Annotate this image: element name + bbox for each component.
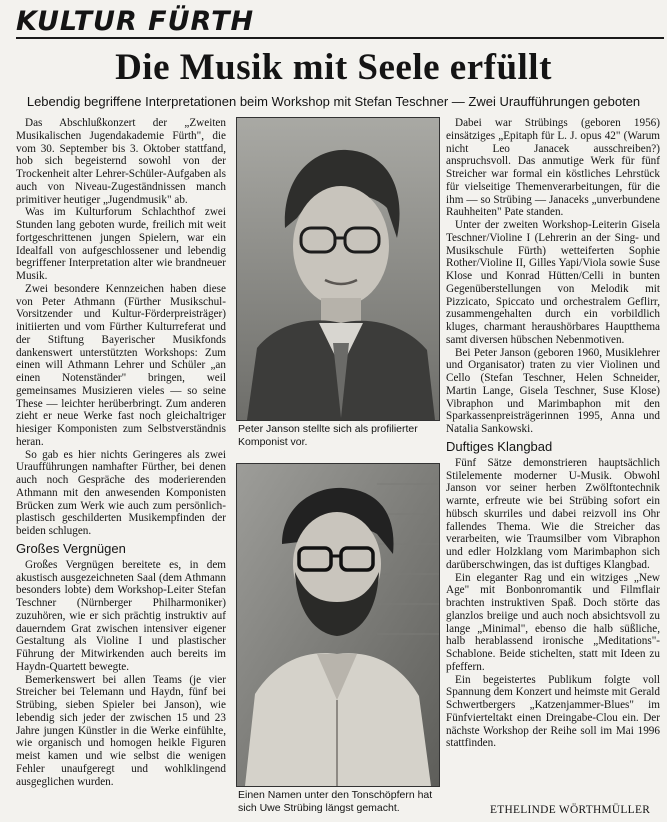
left-paragraph-6: Bemerkenswert bei allen Teams (je vier Streicher bei Telemann und Haydn, fünf bei Strübing, sieben Spieler bei Janson), wie lebendig sich jeder der zwischen 15 und 23 Jahre jungen Künstler in die Werke einfühlte, wie organisch und homogen heikle Figuren meist kamen und wie selbst die wenigen Fehler unaufgeregt und wohlklingend ausgeglichen wurden. <box>16 673 226 788</box>
caption-top: Peter Janson stellte sich als profilierter Komponist vor. <box>238 423 418 448</box>
section-rubric: KULTUR FÜRTH <box>16 6 255 37</box>
photo-uwe-struebing <box>236 463 440 787</box>
rubric-rule <box>16 37 664 39</box>
portrait-image <box>237 118 439 420</box>
right-paragraph-6: Ein begeistertes Publikum folgte voll Spannung dem Konzert und heimste mit Gerald Schwertbergers „Katzenjammer-Blues" im Fünfvierteltakt einen Dreingabe-Clou ein. Der nächste Workshop der Reihe soll im Mai 1996 stattfinden. <box>446 673 660 750</box>
right-paragraph-3: Bei Peter Janson (geboren 1960, Musiklehrer und Organisator) traten zu vier Violinen und Cello (Stefan Teschner, Helen Schneider, Martin Lange, Gisela Teschner, Suse Klose) Vibraphon und Marimbaphon mit den Sparkassenpreisträgerinnen 1995, Anna und Natalia Sankowski. <box>446 346 660 435</box>
portrait-image-2 <box>237 464 439 786</box>
photo-peter-janson <box>236 117 440 421</box>
subheadline: Lebendig begriffene Interpretationen beim Workshop mit Stefan Teschner — Zwei Uraufführungen geboten <box>26 94 641 109</box>
right-column <box>446 117 660 750</box>
headline: Die Musik mit Seele erfüllt <box>115 47 552 88</box>
right-subheading: Duftiges Klangbad <box>446 438 553 454</box>
left-paragraph-1: Das Abschlußkonzert der „Zweiten Musikalischen Jugendakademie Fürth", die vom 30. September bis 3. Oktober stattfand, hob sich begeisternd sowohl von der Trockenheit alter Lehrer-Schüler-Aufgaben als auch von Niveau-Zugeständnissen manch primitiver heutiger „Jugendmusik" ab. <box>16 117 226 206</box>
left-paragraph-5: Großes Vergnügen bereitete es, in dem akustisch ausgezeichneten Saal (dem Athmann besonders lobte) dem Workshop-Leiter Stefan Teschner (Nürnberger Philharmoniker) zuzuhören, wie er sich prächtig instruktiv auf dauerndem Grat zwischen intensiver eigener Gestaltung als Violine I und plastischer Führung der Mitwirkenden auch bereits im Haydn-Quartett bewegte. <box>16 558 226 673</box>
right-paragraph-5: Ein eleganter Rag und ein witziges „New Age" mit Bonbonromantik und Filmflair brachten instruktiven Spaß. Doch störte das glanzlos breiige und auch noch absichtsvoll zu lange „Minimal", ebenso die halb süßliche, halb herablassend ironische „Meditations"-Schablone. Beide stichelten, statt mit Ideen zu pfeffern. <box>446 571 660 673</box>
right-paragraph-1: Dabei war Strübings (geboren 1956) einsätziges „Epitaph für L. J. opus 42" (Warum nicht Leo Janacek ausschreiben?) anspruchsvoll. Das anmutige Werk für fünf Streicher war formal ein köstliches Lehrstück für vielseitige Themenverarbeitungen, für die ihm — so Strübing — Janaceks „unverbundene Rauhheiten" Pate standen. <box>446 117 660 219</box>
left-paragraph-3: Zwei besondere Kennzeichen haben diese von Peter Athmann (Fürther Musikschul-Vorsitzender und Kultur-Förderpreisträger) initiierten und vom Fürther Kulturreferat und der Stiftung Bayerischer Musikfonds dankenswert unterstützten Workshops: Zum einen will Athmann Lehrer und Schüler „an einen Notenständer" bringen, weil gemeinsames Musizieren vieles — so seine These — leichter herüberbringt. Zum anderen zieht er neue Werke fast noch gleichaltriger hiesiger Komponisten zum Selbstverständnis heran. <box>16 282 226 448</box>
author-byline: ETHELINDE WÖRTHMÜLLER <box>490 804 651 816</box>
left-paragraph-4: So gab es hier nichts Geringeres als zwei Uraufführungen namhafter Fürther, bei denen auch noch Gespräche des moderierenden Athmann mit den anwesenden Komponisten Brücken zum Werk wie auch zum persönlich-plastisch geschilderten Musikempfinden der beiden schlugen. <box>16 448 226 537</box>
caption-bottom: Einen Namen unter den Tonschöpfern hat sich Uwe Strübing längst gemacht. <box>238 789 433 814</box>
left-column <box>16 117 226 788</box>
right-paragraph-2: Unter der zweiten Workshop-Leiterin Gisela Teschner/Violine I (Lehrerin an der Sing- und Musikschule Fürth) wetteiferten Sophie Rother/Violine II, Gilles Yapi/Viola sowie Suse Klose und Konrad Hütten/Celli in bunten Gegenüberstellungen von Melodik mit Pizzicato, Spiccato und orchestralem Geflirr, zusammengehalten durch ein vorbildlich kluges, charmant heraush​örbares Hauptthema samt diversen hübschen Nebenmotiven. <box>446 219 660 346</box>
right-paragraph-4: Fünf Sätze demonstrieren hauptsächlich Stilelemente moderner U-Musik. Obwohl Janson vor seiner herben Zwölftontechnik warnte, erfreute wie bei Strübing sofort ein hübsch skurriles und dabei reizvoll ins Ohr fallendes Thema. Wie die Streicher das verarbeiten, wie Traumsilber vom Vibraphon und edler Holzklang vom Marimbaphon sich darüberschwingen, das ist duftiges Klangbad. <box>446 456 660 571</box>
left-subheading: Großes Vergnügen <box>16 540 126 556</box>
left-paragraph-2: Was im Kulturforum Schlachthof zwei Stunden lang geboten wurde, freilich mit weit fortgeschrittenen jungen Spielern, war ein Idealfall von aufgeschlossener und lebendig begriffener Interpretation alter wie brandneuer Musik. <box>16 206 226 282</box>
